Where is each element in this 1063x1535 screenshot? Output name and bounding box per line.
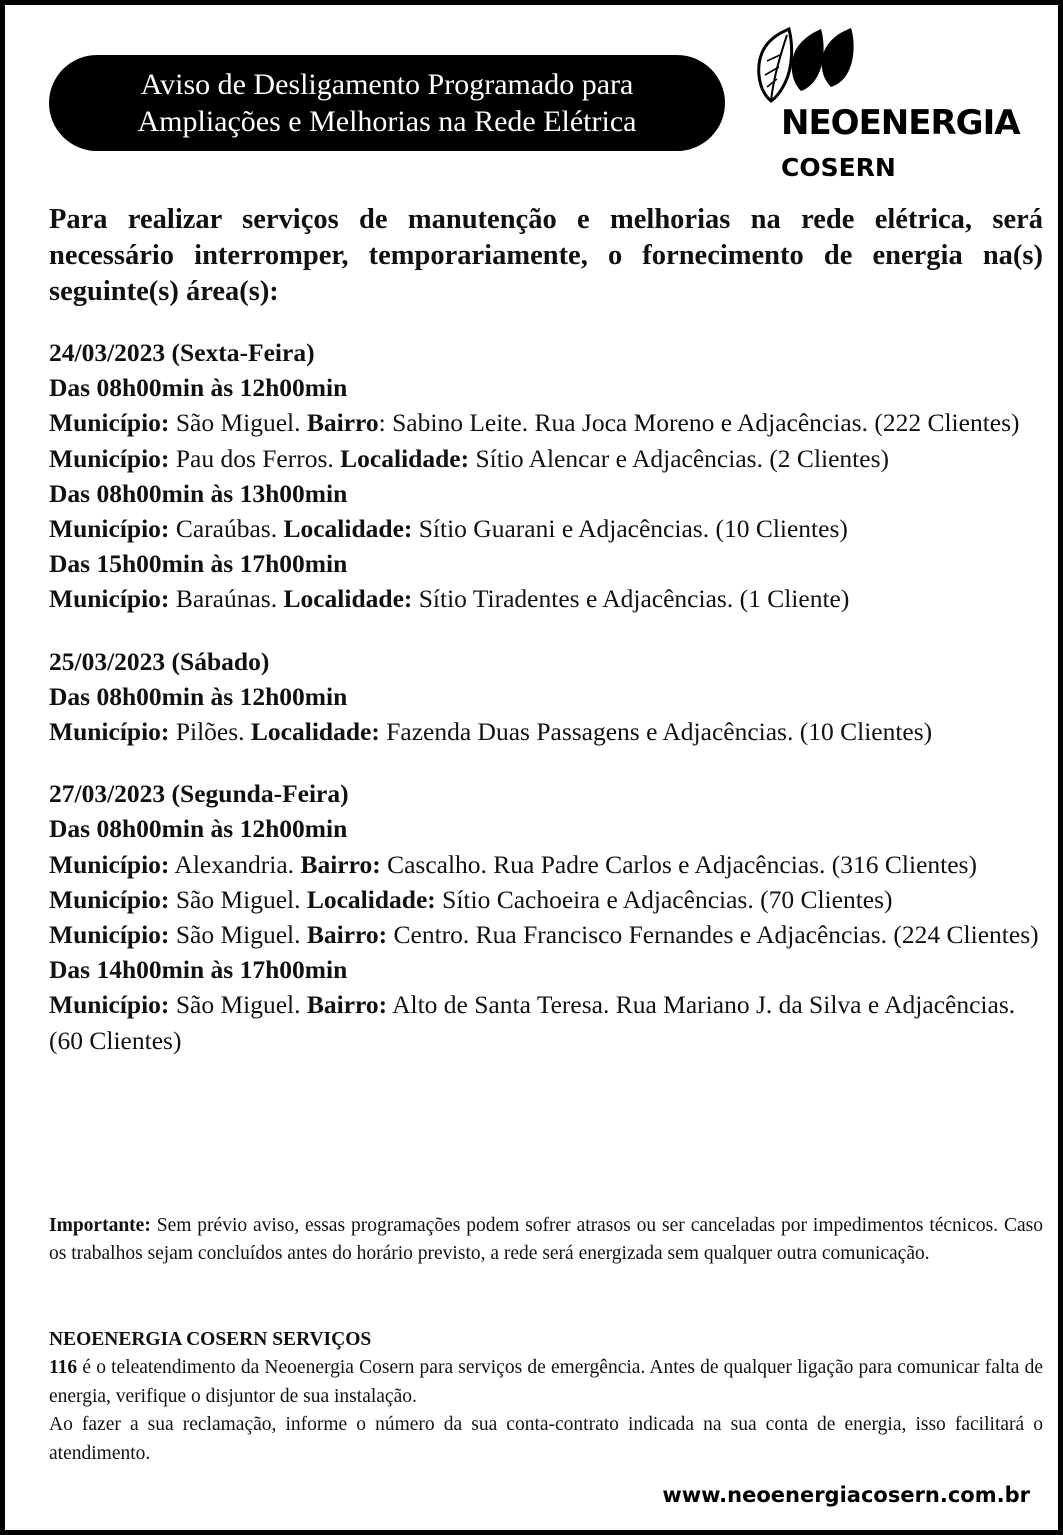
- website-link[interactable]: www.neoenergiacosern.com.br: [662, 1483, 1030, 1507]
- area-label: Localidade:: [250, 717, 380, 747]
- emergency-phone-number: 116: [49, 1357, 78, 1379]
- area-details: Sítio Guarani e Adjacências. (10 Clientes): [418, 514, 848, 544]
- area-separator: :: [378, 408, 393, 438]
- area-details: Sítio Cachoeira e Adjacências. (70 Clientes): [442, 884, 893, 914]
- area-details: Fazenda Duas Passagens e Adjacências. (10 Clientes): [386, 717, 933, 747]
- municipio-name: Baraúnas.: [169, 584, 284, 614]
- important-label: Importante:: [49, 1215, 151, 1236]
- outage-entry: [49, 441, 1043, 476]
- area-label: Localidade:: [283, 514, 413, 544]
- time-window: Das 08h00min às 12h00min: [49, 681, 348, 711]
- services-section: [49, 1326, 1043, 1468]
- area-details: Sítio Tiradentes e Adjacências. (1 Cliente): [418, 584, 850, 614]
- time-window: Das 08h00min às 12h00min: [49, 814, 348, 844]
- area-details: Centro. Rua Francisco Fernandes e Adjacências. (224 Clientes): [393, 920, 1039, 950]
- municipio-label: Município:: [49, 408, 170, 438]
- municipio-label: Município:: [49, 849, 170, 879]
- outage-entry: [49, 882, 1043, 917]
- municipio-name: Caraúbas.: [169, 514, 284, 544]
- area-details: Cascalho. Rua Padre Carlos e Adjacências. (316 Clientes): [387, 849, 977, 879]
- notice-title-line-1: Aviso de Desligamento Programado para: [140, 68, 634, 101]
- leaves-icon: [755, 27, 855, 103]
- area-label: Localidade:: [340, 443, 470, 473]
- municipio-label: Município:: [49, 514, 170, 544]
- outage-schedule: [49, 335, 1043, 1058]
- schedule-day: [49, 335, 1043, 617]
- outage-entry: [49, 405, 1043, 440]
- important-text: Sem prévio aviso, essas programações podem sofrer atrasos ou ser canceladas por impedimentos técnicos. Caso os trabalhos sejam concluídos antes do horário previsto, a rede será energizada sem qualquer outra comunicação.: [49, 1215, 1043, 1265]
- notice-title-line-2: Ampliações e Melhorias na Rede Elétrica: [137, 105, 637, 138]
- area-label: Bairro:: [306, 920, 388, 950]
- municipio-label: Município:: [49, 443, 170, 473]
- schedule-day: [49, 644, 1043, 750]
- time-window: Das 14h00min às 17h00min: [49, 955, 348, 985]
- outage-entry: [49, 581, 1043, 616]
- outage-entry: [49, 511, 1043, 546]
- municipio-label: Município:: [49, 920, 170, 950]
- intro-paragraph: Para realizar serviços de manutenção e melhorias na rede elétrica, será necessário interromper, temporariamente, o fornecimento de energia na(s) seguinte(s) área(s):: [49, 204, 1043, 307]
- outage-entry: [49, 917, 1043, 952]
- emergency-phone-paragraph: [49, 1354, 1043, 1411]
- outage-entry: [49, 847, 1043, 882]
- schedule-day: [49, 776, 1043, 1058]
- area-label: Localidade:: [306, 884, 436, 914]
- area-details: Sabino Leite. Rua Joca Moreno e Adjacências. (222 Clientes): [392, 408, 1020, 438]
- area-label: Bairro:: [306, 990, 388, 1020]
- municipio-name: Pau dos Ferros.: [169, 443, 341, 473]
- notice-title-banner: [49, 55, 725, 151]
- neoenergia-logo: [753, 27, 1043, 187]
- schedule-date: 24/03/2023 (Sexta-Feira): [49, 338, 315, 367]
- municipio-label: Município:: [49, 584, 170, 614]
- complaint-paragraph: Ao fazer a sua reclamação, informe o número da sua conta-contrato indicada na sua conta de energia, isso facilitará o atendimento.: [49, 1414, 1043, 1464]
- logo-brand-name: NEOENERGIA: [781, 103, 1020, 143]
- time-window: Das 08h00min às 13h00min: [49, 478, 348, 508]
- logo-sub-brand: COSERN: [781, 153, 896, 182]
- area-details: Alto de Santa Teresa. Rua Mariano J. da Silva e Adjacências. (60 Clientes): [49, 990, 1016, 1055]
- municipio-label: Município:: [49, 884, 170, 914]
- area-details: Sítio Alencar e Adjacências. (2 Clientes): [475, 443, 889, 473]
- municipio-name: São Miguel.: [169, 920, 307, 950]
- time-window: Das 15h00min às 17h00min: [49, 549, 348, 579]
- municipio-label: Município:: [49, 990, 170, 1020]
- schedule-date: 25/03/2023 (Sábado): [49, 646, 270, 676]
- area-label: Localidade:: [283, 584, 413, 614]
- schedule-date: 27/03/2023 (Segunda-Feira): [49, 779, 349, 809]
- outage-entry: [49, 987, 1043, 1057]
- municipio-name: Alexandria.: [169, 849, 301, 879]
- outage-entry: [49, 714, 1043, 749]
- municipio-label: Município:: [49, 717, 170, 747]
- area-label: Bairro: [306, 408, 379, 438]
- time-window: Das 08h00min às 12h00min: [49, 373, 348, 403]
- emergency-phone-text: é o teleatendimento da Neoenergia Cosern para serviços de emergência. Antes de qualquer ligação para comunicar falta de energia, verifique o disjuntor de sua instalação.: [49, 1357, 1043, 1407]
- important-note: [49, 1212, 1043, 1269]
- area-label: Bairro:: [300, 849, 381, 879]
- municipio-name: Pilões.: [169, 717, 251, 747]
- municipio-name: São Miguel.: [169, 990, 307, 1020]
- municipio-name: São Miguel.: [169, 408, 307, 438]
- services-heading: NEOENERGIA COSERN SERVIÇOS: [49, 1329, 372, 1350]
- municipio-name: São Miguel.: [169, 884, 307, 914]
